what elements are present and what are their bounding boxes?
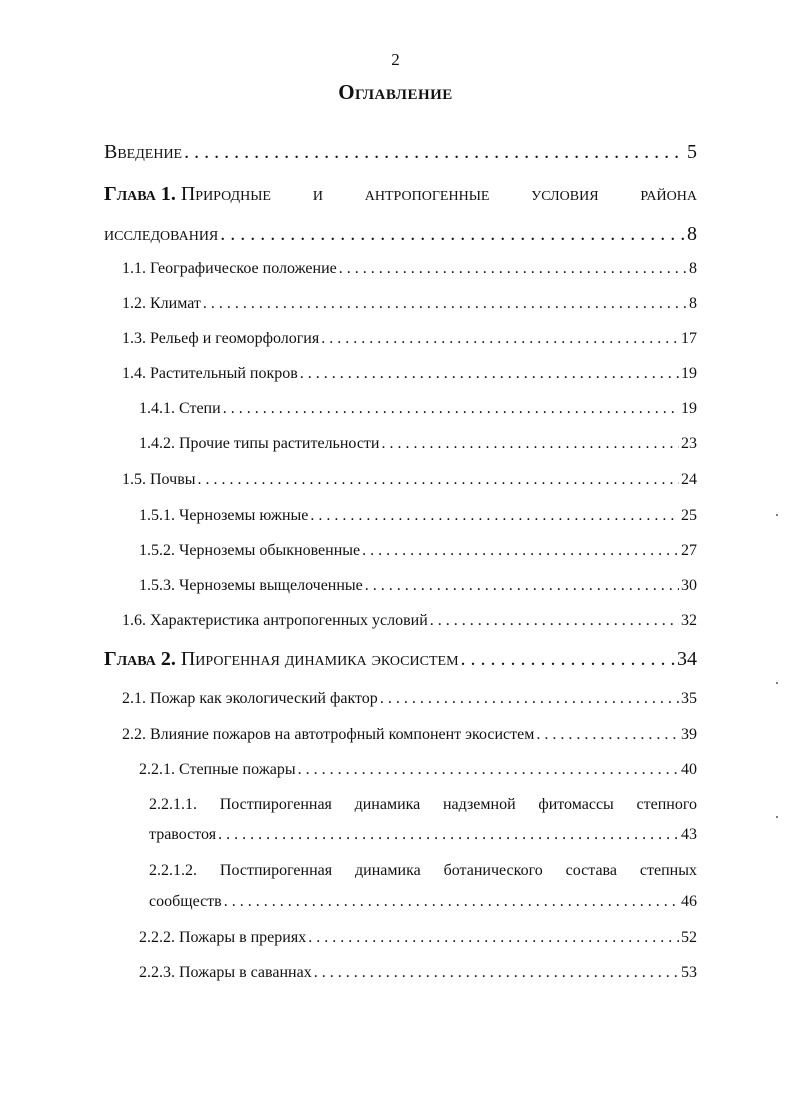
dot-leader xyxy=(223,399,679,419)
toc-entry-label: 1.5. Почвы xyxy=(122,471,196,488)
toc-entry-page: 43 xyxy=(681,826,697,843)
chapter-title-word: и xyxy=(312,183,323,205)
entry-word: 2.2.1.1. xyxy=(149,796,197,813)
toc-entry-page: 46 xyxy=(681,893,697,910)
toc-entry-page: 19 xyxy=(681,365,697,382)
entry-word: степных xyxy=(639,862,697,879)
toc-entry-2-2-1[interactable] xyxy=(139,760,697,780)
toc-entry-2-2[interactable] xyxy=(122,725,697,745)
dot-leader xyxy=(339,259,687,279)
toc-entry-page: 23 xyxy=(681,435,697,452)
chapter-prefix: Глава 1. xyxy=(104,183,176,205)
toc-entry-page: 40 xyxy=(681,761,697,778)
dot-leader xyxy=(314,963,679,983)
entry-word: Постпирогенная xyxy=(219,862,333,879)
toc-entry-page: 39 xyxy=(681,726,697,743)
toc-entry-page: 32 xyxy=(681,612,697,629)
toc-entry-2-2-2[interactable] xyxy=(139,928,697,948)
dot-leader xyxy=(381,434,679,454)
toc-entry-label: 2.2.2. Пожары в прериях xyxy=(139,929,307,946)
toc-entry-label: 2.2. Влияние пожаров на автотрофный компонент экосистем xyxy=(122,726,535,743)
toc-entry-label: 2.2.1. Степные пожары xyxy=(139,761,296,778)
toc-entry-label: 1.4.1. Степи xyxy=(139,400,221,417)
toc-entry-label: 1.5.2. Черноземы обыкновенные xyxy=(139,542,361,559)
dot-leader xyxy=(300,364,679,384)
toc-entry-2-2-1-1-cont[interactable] xyxy=(149,825,697,845)
toc-entry-1-3[interactable] xyxy=(122,329,697,349)
toc-entry-1-5[interactable] xyxy=(122,470,697,490)
toc-entry-label: сообществ xyxy=(149,893,222,910)
toc-entry-1-4-2[interactable] xyxy=(139,434,697,454)
toc-entry-label: 1.2. Климат xyxy=(122,295,201,312)
dot-leader xyxy=(203,294,687,314)
toc-entry-page: 27 xyxy=(681,542,697,559)
toc-entry-page: 8 xyxy=(689,260,697,277)
dot-leader xyxy=(298,760,679,780)
entry-word: степного xyxy=(636,796,697,813)
chapter-title-word: условия xyxy=(531,183,599,205)
toc-entry-page: 8 xyxy=(687,223,697,245)
toc-entry-label: 1.1. Географическое положение xyxy=(122,260,337,277)
toc-entry-1-5-1[interactable] xyxy=(139,506,697,526)
toc-entry-2-2-3[interactable] xyxy=(139,963,697,983)
dot-leader xyxy=(365,576,679,596)
toc-entry-1-6[interactable] xyxy=(122,611,697,631)
toc-entry-page: 17 xyxy=(681,330,697,347)
entry-word: динамика xyxy=(354,796,421,813)
dot-leader xyxy=(184,140,685,164)
toc-entry-label: 1.5.3. Черноземы выщелоченные xyxy=(139,577,363,594)
toc-entry-1-5-2[interactable] xyxy=(139,541,697,561)
dot-leader xyxy=(321,329,679,349)
toc-entry-label: 2.1. Пожар как экологический фактор xyxy=(122,690,378,707)
chapter-title-word: района xyxy=(640,183,697,205)
page-number: 2 xyxy=(391,50,400,69)
chapter-prefix: Глава 2. xyxy=(104,648,176,670)
dot-leader xyxy=(362,541,679,561)
toc-entry-label: травостоя xyxy=(149,826,217,843)
toc-entry-1-4-1[interactable] xyxy=(139,399,697,419)
scan-speck xyxy=(776,682,778,684)
toc-entry-label: Введение xyxy=(104,141,183,163)
entry-word: динамика xyxy=(355,862,421,879)
entry-word: ботанического xyxy=(443,862,543,879)
toc-entry-2-2-1-1[interactable] xyxy=(149,795,697,815)
dot-leader xyxy=(308,928,679,948)
entry-word: 2.2.1.2. xyxy=(149,862,197,879)
toc-entry-label: 1.4.2. Прочие типы растительности xyxy=(139,435,380,452)
page-title: Оглавление xyxy=(338,80,453,104)
dot-leader xyxy=(224,892,679,912)
toc-entry-page: 30 xyxy=(681,577,697,594)
dot-leader xyxy=(536,725,679,745)
toc-entry-intro[interactable] xyxy=(104,140,697,164)
chapter-title-word: Природные xyxy=(180,183,271,205)
scan-speck xyxy=(776,816,778,818)
toc-entry-1-1[interactable] xyxy=(122,259,697,279)
toc-entry-page: 35 xyxy=(681,690,697,707)
entry-word: Постпирогенная xyxy=(219,796,332,813)
entry-word: фитомассы xyxy=(538,796,614,813)
dot-leader xyxy=(380,689,679,709)
toc-entry-2-2-1-2-cont[interactable] xyxy=(149,892,697,912)
entry-word: надземной xyxy=(442,796,516,813)
toc-entry-label: исследования xyxy=(104,223,219,245)
toc-entry-page: 53 xyxy=(681,964,697,981)
entry-word: состава xyxy=(565,862,617,879)
dot-leader xyxy=(218,825,679,845)
toc-entry-page: 52 xyxy=(681,929,697,946)
dot-leader xyxy=(430,611,679,631)
toc-entry-chapter-1-cont[interactable] xyxy=(104,222,697,246)
dot-leader xyxy=(220,222,685,246)
toc-entry-label: 1.3. Рельеф и геоморфология xyxy=(122,330,320,347)
toc-entry-label: 1.6. Характеристика антропогенных условий xyxy=(122,612,428,629)
toc-entry-page: 8 xyxy=(689,295,697,312)
scan-speck xyxy=(776,514,778,516)
toc-entry-label: 1.5.1. Черноземы южные xyxy=(139,507,309,524)
toc-entry-page: 24 xyxy=(681,471,697,488)
toc-entry-page: 34 xyxy=(677,648,697,670)
toc-entry-label: 2.2.3. Пожары в саваннах xyxy=(139,964,312,981)
toc-entry-page: 25 xyxy=(681,507,697,524)
toc-entry-chapter-1[interactable] xyxy=(104,182,697,206)
toc-entry-label: Пирогенная динамика экосистем xyxy=(180,648,459,670)
toc-entry-1-2[interactable] xyxy=(122,294,697,314)
dot-leader xyxy=(461,647,675,671)
chapter-title-word: антропогенные xyxy=(364,183,490,205)
toc-entry-1-4[interactable] xyxy=(122,364,697,384)
toc-entry-2-1[interactable] xyxy=(122,689,697,709)
toc-entry-2-2-1-2[interactable] xyxy=(149,861,697,881)
toc-entry-page: 19 xyxy=(681,400,697,417)
toc-entry-1-5-3[interactable] xyxy=(139,576,697,596)
toc-entry-label: 1.4. Растительный покров xyxy=(122,365,298,382)
dot-leader xyxy=(198,470,680,490)
toc-entry-chapter-2[interactable] xyxy=(104,647,697,671)
toc-entry-page: 5 xyxy=(687,141,697,163)
dot-leader xyxy=(310,506,679,526)
